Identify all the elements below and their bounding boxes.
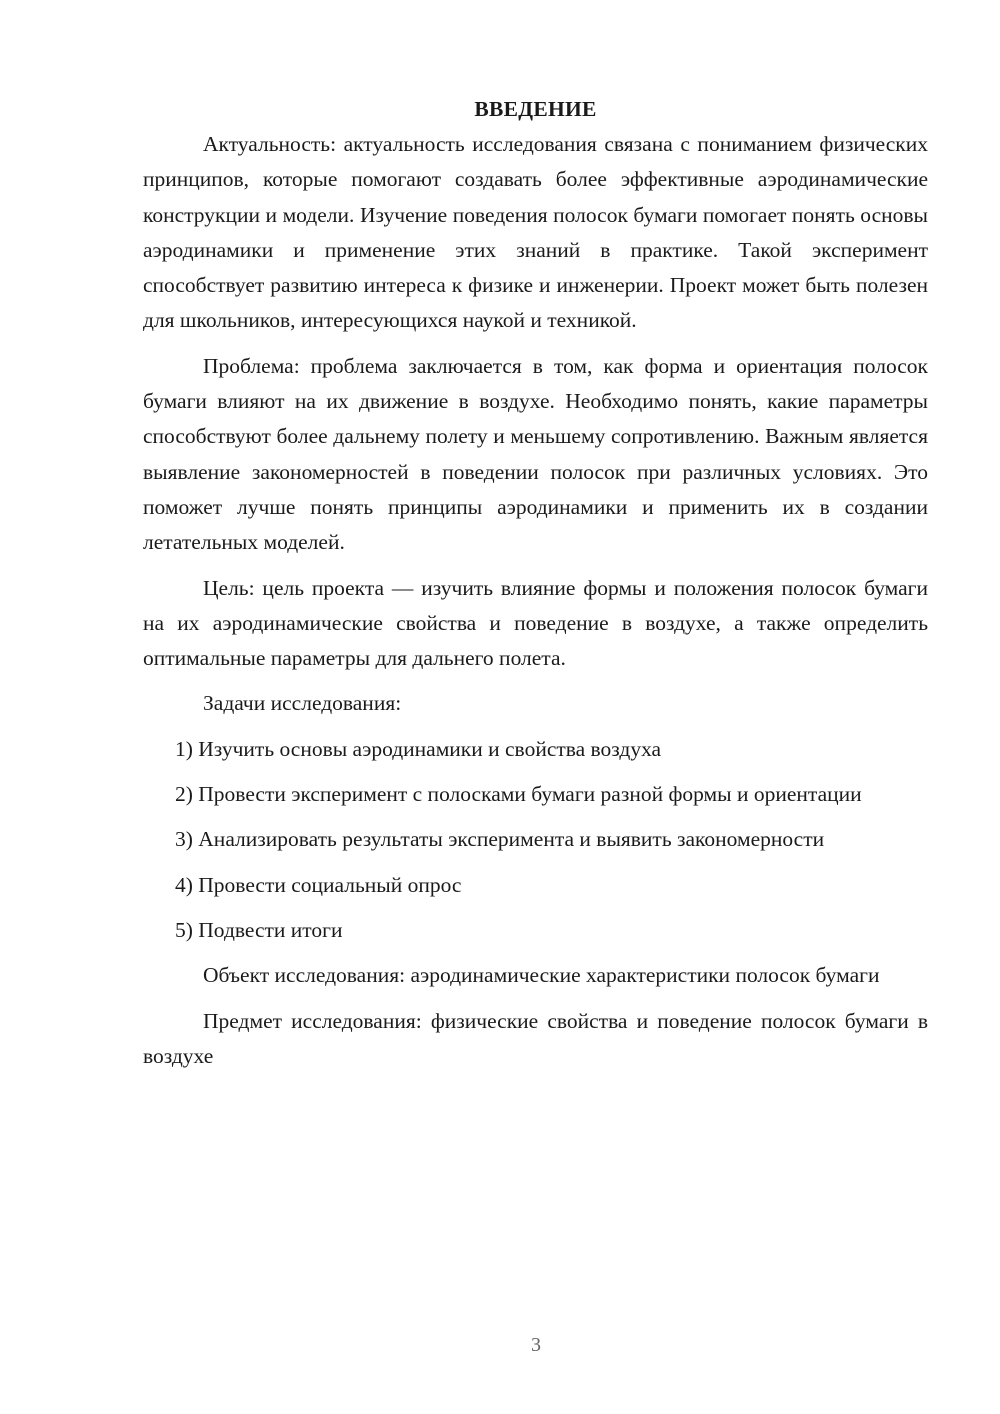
task-item-3: 3) Анализировать результаты эксперимента и выявить закономерности [175, 827, 825, 852]
task-item-5: 5) Подвести итоги [175, 917, 343, 942]
page-number: 3 [531, 1334, 541, 1356]
task-item-4: 4) Провести социальный опрос [175, 872, 462, 897]
task-item-2: 2) Провести эксперимент с полосками бумаги разной формы и ориентации [175, 782, 862, 807]
relevance-paragraph: Актуальность: актуальность исследования связана с пониманием физических принципов, которые помогают создавать более эффективные аэродинамические конструкции и модели. Изучение поведения полосок бумаги помогает понять основы аэродинамики и применение этих знаний в практике. Такой эксперимент способствует развитию интереса к физике и инженерии. Проект может быть полезен для школьников, интересующихся наукой и техникой. [143, 132, 928, 333]
tasks-heading: Задачи исследования: [203, 691, 402, 716]
task-item-1: 1) Изучить основы аэродинамики и свойства воздуха [175, 736, 662, 761]
problem-paragraph: Проблема: проблема заключается в том, как форма и ориентация полосок бумаги влияют на их движение в воздухе. Необходимо понять, какие параметры способствуют более дальнему полету и меньшему сопротивлению. Важным является выявление закономерностей в поведении полосок при различных условиях. Это поможет лучше понять принципы аэродинамики и применить их в создании летательных моделей. [143, 353, 928, 555]
section-title: ВВЕДЕНИЕ [474, 97, 597, 121]
document-page [143, 92, 928, 1074]
goal-paragraph: Цель: цель проекта — изучить влияние формы и положения полосок бумаги на их аэродинамические свойства и поведение в воздухе, а также определить оптимальные параметры для дальнего полета. [143, 575, 928, 671]
subject-paragraph: Предмет исследования: физические свойства и поведение полосок бумаги в воздухе [143, 1008, 928, 1068]
object-paragraph: Объект исследования: аэродинамические характеристики полосок бумаги [203, 963, 880, 988]
